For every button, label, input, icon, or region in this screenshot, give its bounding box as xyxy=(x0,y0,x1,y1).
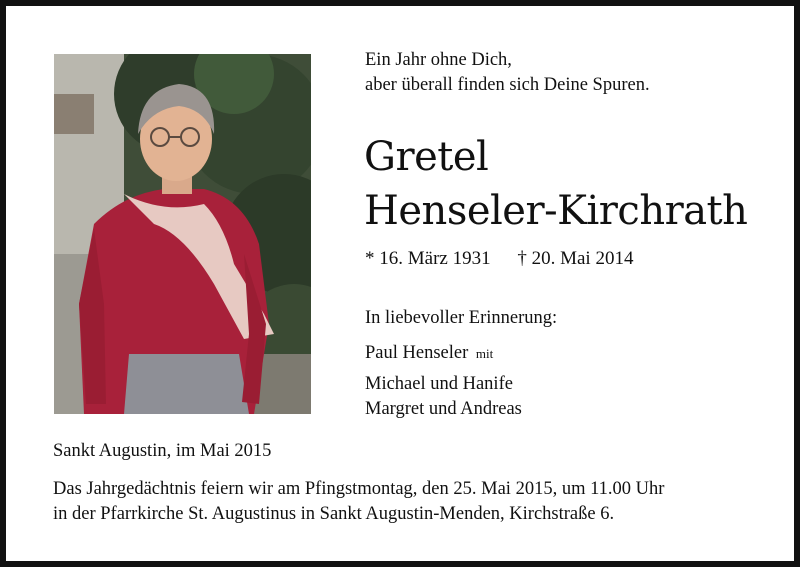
memory-heading: In liebevoller Erinnerung: xyxy=(365,308,558,328)
mourner-line: Margret und Andreas xyxy=(365,399,522,419)
primary-mourner xyxy=(365,341,493,366)
mourner-connector: mit xyxy=(475,346,494,361)
memorial-notice xyxy=(53,477,664,527)
birth-date: * 16. März 1931 xyxy=(365,248,491,269)
mourner-line: Michael und Hanife xyxy=(365,374,513,394)
notice-line-2: in der Pfarrkirche St. Augustinus in Sankt Augustin-Menden, Kirchstraße 6. xyxy=(53,504,615,524)
last-name: Henseler-Kirchrath xyxy=(364,188,748,234)
motto-line-2: aber überall finden sich Deine Spuren. xyxy=(365,75,650,95)
motto-line-1: Ein Jahr ohne Dich, xyxy=(365,50,512,70)
notice-line-1: Das Jahrgedächtnis feiern wir am Pfingstmontag, den 25. Mai 2015, um 11.00 Uhr xyxy=(53,479,665,499)
primary-mourner-name: Paul Henseler xyxy=(365,343,469,363)
first-name: Gretel xyxy=(364,134,489,180)
portrait-photo xyxy=(54,54,311,414)
other-mourners xyxy=(365,372,522,422)
death-date: † 20. Mai 2014 xyxy=(517,248,634,269)
life-dates xyxy=(365,246,633,272)
motto xyxy=(365,48,650,98)
portrait-photo-illustration xyxy=(54,54,311,414)
deceased-name xyxy=(364,130,747,238)
place-date: Sankt Augustin, im Mai 2015 xyxy=(53,441,272,461)
